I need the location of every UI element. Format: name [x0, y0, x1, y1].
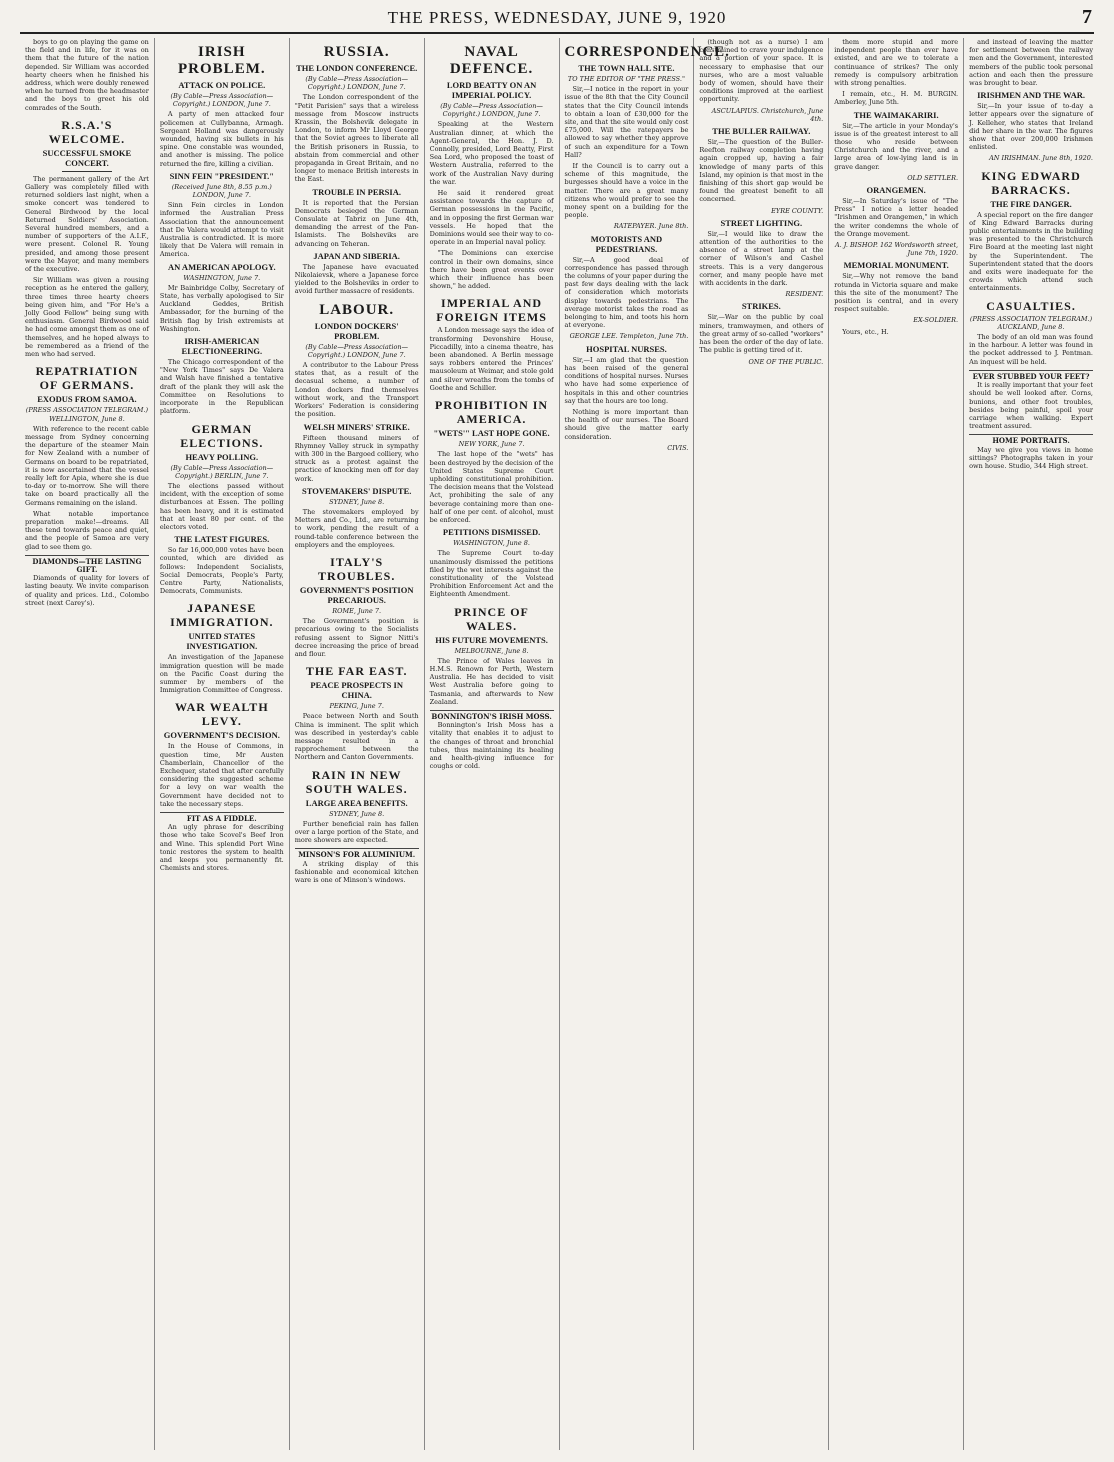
dateline: NEW YORK, June 7. [458, 440, 525, 449]
subheadline: LONDON DOCKERS' PROBLEM. [314, 320, 399, 341]
headline-rsa-welcome: R.S.A.'S WELCOME. [48, 117, 126, 146]
subheadline: LARGE AREA BENEFITS. [305, 797, 408, 808]
ad-text: Bonnington's Irish Moss has a vitality that enables it to adjust to the changes of throat and bronchial tubes, thus maintaining its healing and health-giving influence for coughs or cold. [429, 721, 554, 771]
paragraph: Sir,—In Saturday's issue of "The Press" I notice a letter headed "Irishmen and Orangemen," in which the writer condemns the whole of the Orange movement. [834, 197, 959, 238]
subheadline: PEACE PROSPECTS IN CHINA. [310, 680, 403, 701]
ad-title: EVER STUBBED YOUR FEET? [972, 371, 1090, 381]
paragraph: "The Dominions can exercise control in their own domains, since there have been great events over which their influence has been shown," he added. [429, 249, 554, 291]
dateline: WASHINGTON, June 8. [453, 539, 530, 548]
headline-prince-of-wales: PRINCE OF WALES. [454, 604, 529, 633]
advertisement [25, 555, 149, 607]
letter-signoff: OLD SETTLER. [907, 173, 959, 182]
dateline: PEKING, June 7. [329, 702, 384, 711]
advertisement [969, 434, 1093, 470]
dateline: (By Cable—Press Association—Copyright.) LONDON, June 7. [305, 342, 409, 359]
letter-signoff: ASCULAPIUS. Christchurch, June 4th. [711, 106, 824, 123]
dateline: (PRESS ASSOCIATION TELEGRAM.) WELLINGTON, June 8. [25, 406, 149, 423]
paragraph: He said it rendered great assistance towards the capture of German possessions in the Pacific, and in opposing the first German war vessels. He hoped that the Dominions would see their way to co-operate in an Imperial naval policy. [429, 189, 554, 247]
paragraph: I remain, etc., H. M. BURGIN. Amberley, June 5th. [834, 90, 959, 107]
subheadline: WELSH MINERS' STRIKE. [303, 421, 410, 432]
paragraph: Speaking at the Western Australian dinner, at which the Agent-General, the Hon. J. D. Connolly, presided, Lord Beatty, First Sea Lord, who proposed the toast of Western Australia, referred to the work of the Australian Navy during the war. [429, 120, 554, 186]
paragraph: Yours, etc., H. [842, 327, 889, 336]
dateline: WASHINGTON, June 7. [183, 273, 261, 282]
headline-far-east: THE FAR EAST. [305, 664, 408, 679]
headline-japanese-immigration: JAPANESE IMMIGRATION. [170, 601, 274, 630]
subheadline: IRISHMEN AND THE WAR. [977, 90, 1085, 101]
letter-signoff: EYRE COUNTY. [771, 206, 824, 215]
subheadline: HOSPITAL NURSES. [586, 343, 667, 354]
advertisement [430, 710, 554, 770]
paragraph: It is reported that the Persian Democrats besieged the German Consulate at Tabriz on June 4th, demanding the arrest of the Pan-Islamists. The Bolsheviks are advancing on Teheran. [294, 198, 419, 248]
paragraph: Further beneficial rain has fallen over a large portion of the State, and more showers are expected. [294, 819, 419, 845]
dateline: (PRESS ASSOCIATION TELEGRAM.) AUCKLAND, June 8. [969, 314, 1093, 331]
letter-signoff: AN IRISHMAN. June 8th, 1920. [989, 154, 1093, 163]
subheadline: UNITED STATES INVESTIGATION. [186, 631, 258, 652]
column-6 [694, 38, 829, 1450]
column-8 [964, 38, 1098, 1450]
headline-imperial-foreign: IMPERIAL AND FOREIGN ITEMS [436, 296, 547, 325]
dateline: SYDNEY, June 8. [329, 497, 385, 506]
subheadline: SUCCESSFUL SMOKE CONCERT. [42, 147, 132, 168]
headline-labour: LABOUR. [319, 301, 395, 318]
subheadline: THE FIRE DANGER. [990, 198, 1072, 209]
paragraph: The body of an old man was found in the harbour. A letter was found in the pocket addressed to J. Pentman. An inquest will be held. [969, 333, 1093, 366]
divider [62, 171, 112, 172]
headline-german-elections: GERMAN ELECTIONS. [180, 421, 264, 450]
paragraph: Sir William was given a rousing reception as he entered the gallery, three times three hearty cheers being given him, and "For He's a Jolly Good Fellow" being sung with enthusiasm. General Birdwood said he had come amongst them as one of themselves, and he hoped always to be remembered as a friend of the men who had served. [25, 276, 149, 359]
subheadline: THE LATEST FIGURES. [174, 534, 270, 545]
paragraph: Sir,—In your issue of to-day a letter appears over the signature of J. Kelleher, who states that Ireland did her share in the war. The figures show that over 200,000 Irishmen enlisted. [969, 102, 1093, 152]
subheadline: STOVEMAKERS' DISPUTE. [301, 485, 412, 496]
subheadline: TROUBLE IN PERSIA. [312, 186, 401, 197]
subheadline: AN AMERICAN APOLOGY. [168, 261, 276, 272]
subheadline: THE TOWN HALL SITE. [578, 63, 675, 73]
page-number: 7 [1082, 6, 1092, 28]
masthead [20, 6, 1094, 34]
letter-signoff: RESIDENT. [785, 290, 824, 299]
paragraph: A party of men attacked four policemen at Cullybanna, Armagh. Sergeant Holland was dangerously wounded, having six bullets in his spine. One constable was wounded, and another is missing. The police returned the fire, killing a civilian. [159, 110, 284, 168]
paragraph: and instead of leaving the matter for settlement between the railway men and the Government, interested members of the public took personal action and each then the pressure was brought to bear. [969, 38, 1093, 88]
paragraph: What notable importance preparation make!—dreams. All these tend towards peace and quiet, and the people of Samoa are very glad to see them go. [25, 509, 149, 551]
letter-signoff: ONE OF THE PUBLIC. [748, 357, 824, 366]
ad-title: FIT AS A FIDDLE. [186, 813, 257, 823]
column-7 [829, 38, 964, 1450]
paragraph: The Prince of Wales leaves in H.M.S. Renown for Perth, Western Australia. He has decided to visit West Australia before going to Tasmania, and afterwards to New Zealand. [429, 656, 554, 706]
subheadline: EXODUS FROM SAMOA. [37, 394, 137, 405]
paragraph: The Japanese have evacuated Nikolaievsk, where a Japanese force yielded to the Bolsheviks in order to avoid further massacre of residents. [294, 262, 419, 296]
column-2 [155, 38, 290, 1450]
paragraph: Fifteen thousand miners of Rhymney Valley struck in sympathy with 300 in the Bargoed colliery, who struck as a protest against the practice of knocking men off for day work. [294, 433, 419, 483]
dateline: (Received June 8th, 8.55 p.m.) LONDON, June 7. [171, 182, 272, 200]
paragraph: Sir,—The question of the Buller-Reefton railway completion having again cropped up, having a fair knowledge of many parts of this Island, my opinion is that most in the finishing of this short gap would be found the greatest benefit to all concerned. [699, 138, 824, 204]
paragraph: Nothing is more important than the health of our nurses. The Board should give the matter early consideration. [564, 407, 689, 441]
dateline: (By Cable—Press Association—Copyright.) BERLIN, June 7. [170, 463, 274, 480]
paragraph: With reference to the recent cable message from Sydney concerning the departure of the steamer Main for New Zealand with a number of Germans on board to be repatriated, it is now ascertained that the vessel really left for Apia, where she is due to-day or to-morrow. She will there take on board practically all the Germans remaining on the island. [25, 424, 149, 507]
dateline: (By Cable—Press Association—Copyright.) LONDON, June 7. [305, 75, 409, 92]
subheadline: HEAVY POLLING. [185, 451, 259, 462]
ad-text: An ugly phrase for describing those who take Scovel's Beef Iron and Wine. This splendid Port Wine tonic restores the system to health and keeps you permanently fit. Chemists and stores. [159, 823, 284, 873]
subheadline: SINN FEIN "PRESIDENT." [169, 170, 275, 181]
ad-text: A striking display of this fashionable and economical kitchen ware is one of Minson's windows. [294, 859, 419, 884]
paragraph: Sir,—I would like to draw the attention of the authorities to the absence of a street lamp at the corner of Wilson's and Cashel streets. This is a very dangerous corner, and many people have met with accidents in the dark. [699, 229, 824, 288]
paragraph: The elections passed without incident, with the exception of some disturbances at Essen. The polling has been heavy, and it is estimated that at least 80 per cent. of the electors voted. [159, 481, 284, 531]
paragraph: The Supreme Court to-day unanimously dismissed the petitions filed by the wet interests against the constitutionality of the Volstead Prohibition Enforcement Act and the Eighteenth Amendment. [429, 549, 554, 599]
ad-title: MINSON'S FOR ALUMINIUM. [298, 850, 416, 860]
headline-correspondence: CORRESPONDENCE. [564, 44, 730, 60]
subheadline: GOVERNMENT'S POSITION PRECARIOUS. [299, 584, 414, 605]
paragraph: A special report on the fire danger of King Edward Barracks during public entertainments in the building was presented to the Christchurch Fire Board at the meeting last night by the Superintendent. The Superintendent stated that the doors and exits were inadequate for the crowds which attend such entertainments. [969, 210, 1093, 293]
ad-title: BONNINGTON'S IRISH MOSS. [431, 711, 552, 721]
dateline: (By Cable—Press Association—Copyright.) LONDON, June 7. [170, 92, 274, 109]
subheadline: STRIKES. [741, 301, 781, 312]
paragraph: Sinn Fein circles in London informed the Australian Press Association that the announcement that De Valera would attempt to visit Australia is contradicted. It is more likely that De Valera will remain in America. [159, 201, 284, 259]
paragraph: So far 16,000,000 votes have been counted, which are divided as follows: Independent Socialists, Social Democrats, People's Party, Centre Party, Nationalists, Democrats, Communists. [159, 546, 284, 596]
headline-war-wealth-levy: WAR WEALTH LEVY. [174, 700, 269, 729]
ad-text: May we give you views in home sittings? Photographs taken in your own house. Studio, 344 High street. [969, 445, 1093, 470]
subheadline: LORD BEATTY ON AN IMPERIAL POLICY. [446, 80, 537, 100]
subheadline: IRISH-AMERICAN ELECTIONEERING. [181, 336, 263, 357]
dateline: ROME, June 7. [332, 606, 382, 615]
subheadline: ORANGEMEN. [866, 185, 926, 196]
masthead-title: THE PRESS, WEDNESDAY, JUNE 9, 1920 [387, 8, 727, 27]
paragraph: The stovemakers employed by Metters and Co., Ltd., are returning to work, pending the result of a round-table conference between the employers and the employees. [294, 507, 419, 549]
paragraph: Mr Bainbridge Colby, Secretary of State, has verbally apologised to Sir Auckland Geddes, British Ambassador, for the burning of the British flag by Irish extremists at Washington. [159, 283, 284, 333]
paragraph: Sir,—War on the public by coal miners, tramwaymen, and others of the great army of so-called "workers" has been the order of the day of late. The public is getting tired of it. [699, 313, 824, 355]
advertisement [295, 848, 419, 884]
salutation: TO THE EDITOR OF "THE PRESS." [567, 75, 685, 83]
letter-signoff: EX-SOLDIER. [913, 316, 959, 325]
ad-title: DIAMONDS—THE LASTING GIFT. [32, 556, 142, 574]
headline-repatriation: REPATRIATION OF GERMANS. [35, 364, 139, 393]
ad-text: It is really important that your feet should be well looked after. Corns, bunions, and other foot troubles, besides being painful, spoil your carriage when walking. Expert treatment assured. [969, 381, 1093, 431]
subheadline: THE WAIMAKARIRI. [853, 109, 939, 120]
newspaper-columns [20, 38, 1098, 1450]
paragraph: The London correspondent of the "Petit Parisien" says that a wireless message from Moscow instructs Krassin, the Bolshevik delegate in London, to inform Mr Lloyd George that the Soviet agrees to liberate all the British prisoners in Russia, to abstain from commercial and other propaganda in Great Britain, and no longer to menace British interests in the East. [294, 93, 419, 184]
paragraph: In the House of Commons, in question time, Mr Austen Chamberlain, Chancellor of the Exchequer, stated that after carefully considering the suggested scheme for a levy on war wealth the Government have decided not to take the necessary steps. [159, 742, 284, 808]
column-4 [425, 38, 560, 1450]
paragraph: (though not as a nurse) I am constrained to crave your indulgence and a portion of your space. It is necessary to emphasise that our nurses, who are a most valuable body of women, should have their conditions improved at the earliest opportunity. [699, 38, 824, 104]
column-5 [560, 38, 730, 1450]
subheadline: MOTORISTS AND PEDESTRIANS. [590, 233, 663, 254]
subheadline: ATTACK ON POLICE. [178, 80, 266, 90]
paragraph: Sir,—Why not remove the band rotunda in Victoria square and make this the site of the monument? The position is central, and in every respect suitable. [834, 272, 959, 314]
advertisement [969, 370, 1093, 430]
subheadline: THE LONDON CONFERENCE. [296, 63, 418, 73]
subheadline: THE BULLER RAILWAY. [712, 126, 811, 137]
subheadline: "WETS'" LAST HOPE GONE. [433, 428, 550, 439]
subheadline: JAPAN AND SIBERIA. [313, 250, 400, 261]
paragraph: Sir,—A good deal of correspondence has passed through the columns of your paper during the past few days dealing with the lack of consideration which motorists display towards pedestrians. The average motorist takes the road as belonging to him, and toots his horn at everyone. [564, 255, 689, 330]
headline-prohibition: PROHIBITION IN AMERICA. [435, 398, 549, 427]
article-intro: boys to go on playing the game on the field and in life, for it was on them that the future of the nation depended. Sir William was accorded hearty cheers when he finished his address, which were doubly renewed when he turned from the headmaster and the boys to greet his old comrades of the South. [25, 38, 149, 112]
column-1 [20, 38, 155, 1450]
ad-text: Diamonds of quality for lovers of lasting beauty. We invite comparison of quality and prices. Ltd., Colombo street (next Carey's). [25, 574, 149, 607]
subheadline: HIS FUTURE MOVEMENTS. [435, 634, 548, 645]
paragraph: Sir,—I am glad that the question has been raised of the general conditions of hospital nurses. Nurses who have had some experience of hospitals in this and other countries say that the hours are too long. [564, 355, 689, 405]
headline-russia: RUSSIA. [323, 44, 390, 60]
paragraph: A contributor to the Labour Press states that, as a result of the decasual scheme, a number of London dockers find themselves without work, and the Transport Workers' Federation is considering the position. [294, 361, 419, 419]
subheadline: PETITIONS DISMISSED. [442, 527, 541, 538]
paragraph: A London message says the idea of transforming Devonshire House, Piccadilly, into a cinema theatre, has been abandoned. A Berlin message says robbers entered the Princes' mausoleum at Weimar, and stole gold and silver wreaths from the tombs of Goethe and Schiller. [429, 326, 554, 392]
letter-signoff: GEORGE LEE. Templeton, June 7th. [569, 332, 689, 341]
headline-casualties: CASUALTIES. [986, 298, 1076, 313]
paragraph: Peace between North and South China is imminent. The split which was described in yesterday's cable message resulted in a rapprochement between the Northern and Canton Governments. [294, 712, 419, 762]
paragraph: The Government's position is precarious owing to the Socialists refusing assent to Signor Nitti's decree increasing the price of bread and flour. [294, 617, 419, 658]
dateline: SYDNEY, June 8. [329, 809, 385, 818]
subheadline: STREET LIGHTING. [720, 217, 803, 228]
subheadline: MEMORIAL MONUMENT. [843, 260, 949, 271]
headline-king-edward-barracks: KING EDWARD BARRACKS. [981, 168, 1081, 197]
paragraph: them more stupid and more independent people than ever have existed, and are we to tolerate a continuance of strikes? The only remedy is compulsory arbitration with strong penalties. [834, 38, 959, 88]
paragraph: The Chicago correspondent of the "New York Times" says De Valera and Walsh have finished a tentative draft of the plank they will ask the Committee on Resolutions to incorporate in the Republican platform. [159, 358, 284, 416]
paragraph: An investigation of the Japanese immigration question will be made on the Pacific Coast during the summer by members of the Immigration Committee of Congress. [159, 653, 284, 695]
headline-rain-nsw: RAIN IN NEW SOUTH WALES. [305, 767, 408, 796]
letter-signoff: RATEPAYER. June 8th. [613, 222, 689, 231]
headline-irish-problem: IRISH PROBLEM. [178, 44, 266, 77]
dateline: (By Cable—Press Association—Copyright.) LONDON, June 7. [440, 102, 543, 119]
dateline: MELBOURNE, June 8. [454, 646, 529, 655]
letter-signoff: CIVIS. [667, 443, 689, 452]
headline-italys-troubles: ITALY'S TROUBLES. [318, 554, 396, 583]
paragraph: The permanent gallery of the Art Gallery was completely filled with returned soldiers last night, when a smoke concert was tendered to General Birdwood by the local Returned Soldiers' Association. Several hundred members, and a number of supporters of the A.I.F., were present. Colonel R. Young presided, and among those present were the Mayor, and many members of the executive. [25, 174, 149, 274]
advertisement [160, 812, 284, 872]
paragraph: The last hope of the "wets" has been destroyed by the decision of the United States Supreme Court upholding constitutional prohibition. The decision means that the Volstead Act, prohibiting the sale of any beverage containing more than one-half of one per cent. of alcohol, must be enforced. [429, 450, 554, 524]
paragraph: Sir,—I notice in the report in your issue of the 8th that the City Council states that the City Council intends to obtain a loan of £30,000 for the site, and that the site would only cost £75,000. Will the ratepayers be allowed to say whether they approve of such an expenditure for a Town Hall? [564, 85, 689, 159]
headline-naval-defence: NAVAL DEFENCE. [449, 44, 534, 77]
subheadline: GOVERNMENT'S DECISION. [163, 730, 280, 741]
paragraph: If the Council is to carry out a scheme of this magnitude, the burgesses should have a voice in the matter. There are a great many citizens who would prefer to see the money spent on a building for the people. [564, 162, 689, 220]
column-3 [290, 38, 425, 1450]
paragraph: Sir,—The article in your Monday's issue is of the greatest interest to all those who reside between Christchurch and the river, and a large area of low-lying land is in grave danger. [834, 121, 959, 171]
letter-signoff: A. J. BISHOP. 162 Wordsworth street, June 7th, 1920. [834, 241, 959, 258]
ad-title: HOME PORTRAITS. [992, 436, 1070, 446]
